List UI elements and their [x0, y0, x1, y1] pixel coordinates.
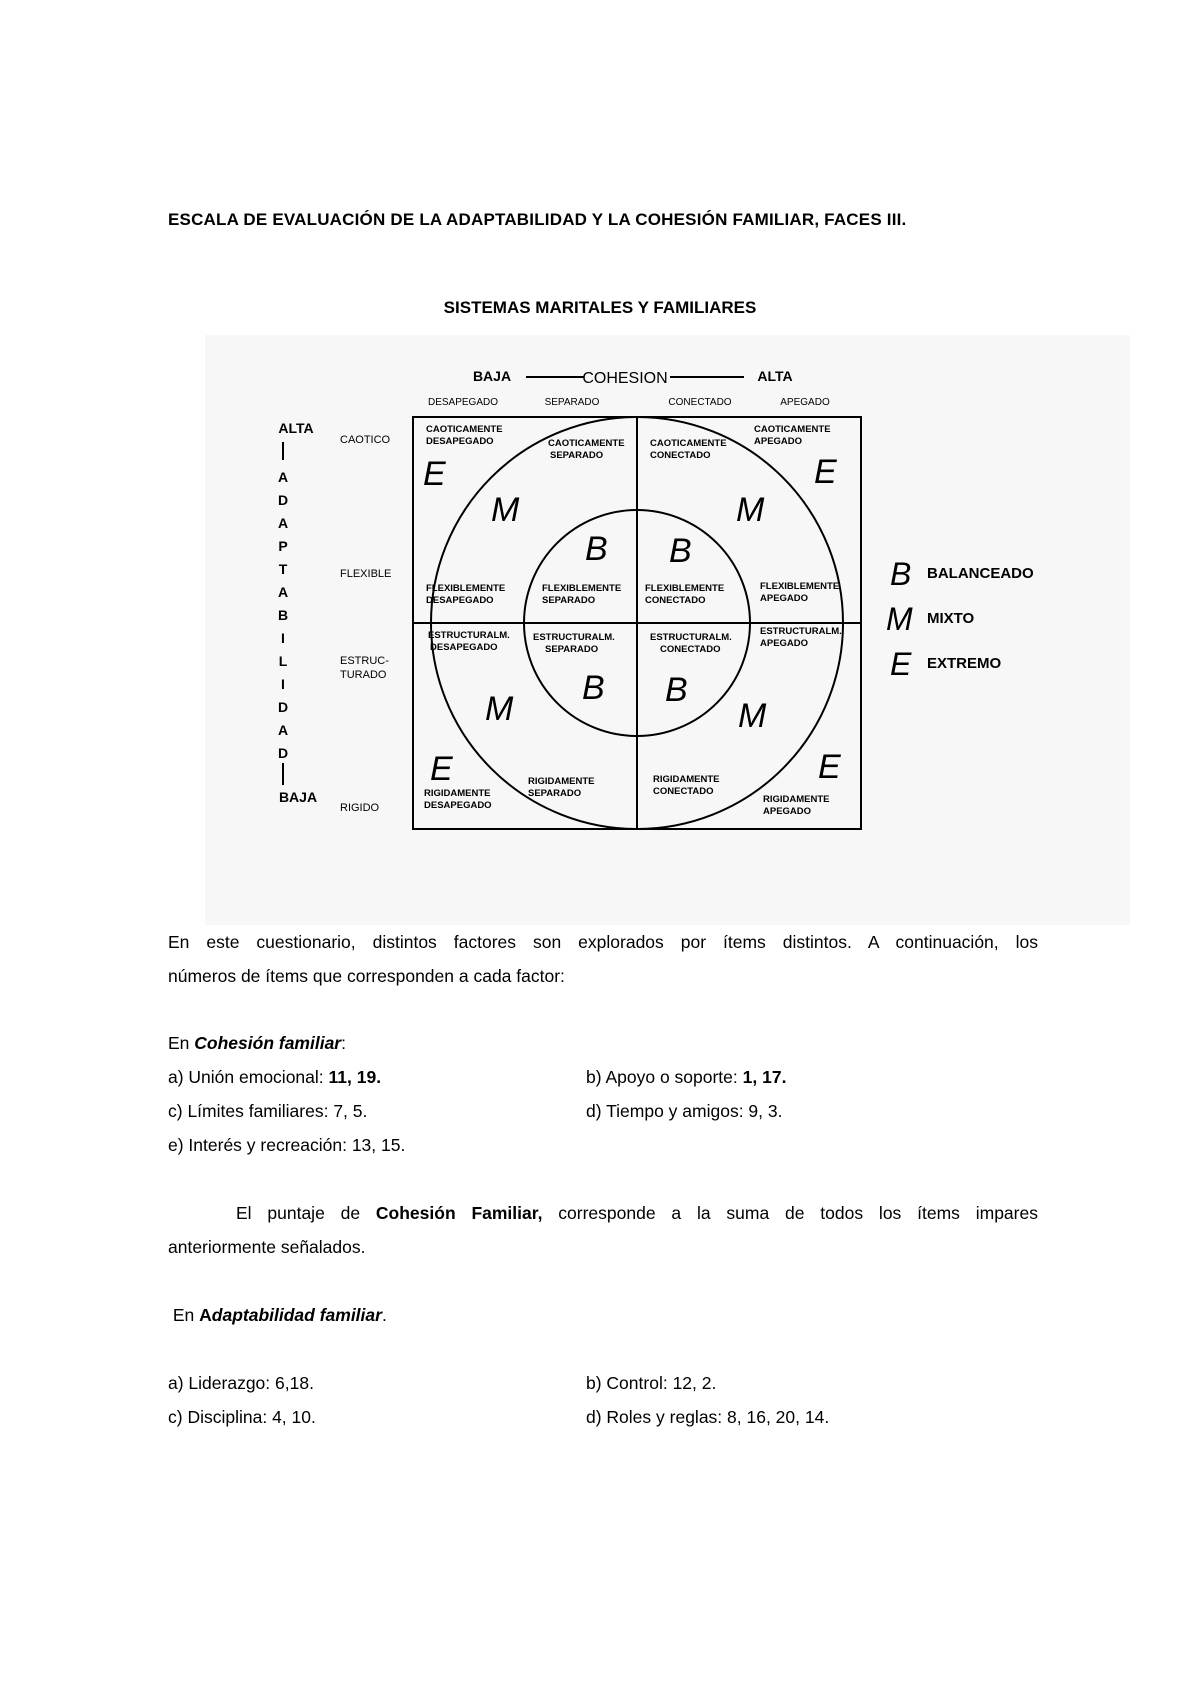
letter-e-extreme: E: [818, 748, 841, 786]
letter-m-mixed: M: [736, 491, 765, 529]
score-term: Cohesión Familiar,: [375, 1203, 543, 1223]
adapt-items-row-1: [168, 1366, 1068, 1400]
item-label: b) Apoyo o soporte:: [586, 1067, 743, 1087]
adapt-letter: L: [278, 653, 288, 669]
adapt-items-row-2: [168, 1400, 1068, 1434]
cell-label: ESTRUCTURALM.: [428, 630, 510, 641]
cell-label: RIGIDAMENTE: [424, 788, 491, 799]
cell-label: SEPARADO: [542, 595, 596, 606]
adapt-letter: A: [277, 584, 289, 600]
cohesion-level-desapegado: DESAPEGADO: [427, 397, 499, 408]
score-paragraph-line1: [168, 1196, 1038, 1230]
cell-label: SEPARADO: [528, 788, 582, 799]
cell-label: ESTRUCTURALM.: [760, 626, 842, 637]
item-numbers: 4, 10.: [272, 1407, 316, 1427]
adapt-letter: A: [277, 722, 289, 738]
list-item: [586, 1060, 786, 1094]
cell-label: RIGIDAMENTE: [763, 794, 830, 805]
legend-letter: M: [886, 601, 913, 637]
adapt-heading-term: daptabilidad familiar: [211, 1305, 382, 1325]
adapt-heading-initial: A: [199, 1305, 212, 1325]
list-item: [586, 1366, 716, 1400]
item-numbers: 9, 3.: [748, 1101, 783, 1121]
cohesion-level-conectado: CONECTADO: [668, 397, 732, 408]
cell-label: SEPARADO: [550, 450, 604, 461]
item-numbers: 8, 16, 20, 14.: [727, 1407, 830, 1427]
adapt-letter: T: [278, 561, 288, 577]
list-item: [586, 1400, 829, 1434]
letter-e-extreme: E: [814, 453, 837, 491]
cell-label: DESAPEGADO: [426, 436, 494, 447]
cohesion-axis-label: COHESION: [582, 370, 668, 387]
letter-b-balanced: B: [585, 530, 608, 568]
cell-label: APEGADO: [763, 806, 812, 817]
cell-label: CONECTADO: [650, 450, 711, 461]
letter-m-mixed: M: [491, 491, 520, 529]
adapt-letter: D: [277, 492, 289, 508]
list-item: [168, 1094, 367, 1128]
cell-label: DESAPEGADO: [430, 642, 498, 653]
letter-m-mixed: M: [485, 690, 514, 728]
cohesion-items-row-3: [168, 1128, 1068, 1162]
diagram-legend: [886, 556, 1034, 682]
letter-b-balanced: B: [669, 532, 692, 570]
cohesion-heading-prefix: En: [168, 1033, 195, 1053]
legend-letter: B: [890, 556, 912, 592]
adapt-letter: I: [281, 676, 285, 692]
cell-label: ESTRUCTURALM.: [533, 632, 615, 643]
legend-letter: E: [890, 646, 912, 682]
letter-b-balanced: B: [665, 671, 688, 709]
cohesion-heading-suffix: :: [341, 1033, 346, 1053]
item-label: e) Interés y recreación:: [168, 1135, 352, 1155]
item-label: a) Liderazgo:: [168, 1373, 276, 1393]
cell-label: CONECTADO: [660, 644, 721, 655]
adapt-high-label: ALTA: [278, 420, 314, 436]
cell-label: SEPARADO: [545, 644, 599, 655]
item-label: c) Límites familiares:: [168, 1101, 334, 1121]
adapt-heading: [168, 1298, 1038, 1332]
cell-label: APEGADO: [754, 436, 803, 447]
cell-label: CONECTADO: [653, 786, 714, 797]
cell-label: FLEXIBLEMENTE: [645, 583, 725, 594]
letter-e-extreme: E: [430, 750, 453, 788]
adapt-letter: P: [278, 538, 288, 554]
adapt-axis-letters: [278, 469, 288, 761]
cell-label: DESAPEGADO: [424, 800, 492, 811]
item-label: d) Tiempo y amigos:: [586, 1101, 749, 1121]
cohesion-items-row-1: [168, 1060, 1068, 1094]
cell-label: CAOTICAMENTE: [426, 424, 503, 435]
document-title: ESCALA DE EVALUACIÓN DE LA ADAPTABILIDAD Y LA COHESIÓN FAMILIAR, FACES III.: [168, 210, 907, 229]
cell-label: CAOTICAMENTE: [548, 438, 625, 449]
score-text: El puntaje de: [236, 1203, 376, 1223]
adapt-level-rigido: RIGIDO: [340, 802, 380, 814]
cell-label: RIGIDAMENTE: [653, 774, 720, 785]
adapt-letter: I: [281, 630, 285, 646]
adapt-low-label: BAJA: [278, 789, 318, 805]
legend-label: MIXTO: [927, 610, 975, 627]
intro-paragraph-line1: En este cuestionario, distintos factores son explorados por ítems distintos. A continuación, los: [168, 932, 1038, 952]
adapt-level-estructurado-2: TURADO: [340, 669, 387, 681]
adapt-heading-suffix: .: [381, 1305, 387, 1325]
item-label: c) Disciplina:: [168, 1407, 273, 1427]
item-label: b) Control:: [586, 1373, 673, 1393]
item-numbers: 6,18.: [275, 1373, 314, 1393]
adapt-letter: D: [277, 699, 289, 715]
adapt-letter: A: [277, 515, 289, 531]
cell-label: DESAPEGADO: [426, 595, 494, 606]
region-letters: [423, 453, 841, 788]
cohesion-level-apegado: APEGADO: [780, 397, 830, 408]
list-item: [168, 1400, 316, 1434]
cell-label: CAOTICAMENTE: [650, 438, 727, 449]
list-item: [168, 1060, 381, 1094]
adapt-level-flexible: FLEXIBLE: [340, 568, 392, 580]
adapt-heading-prefix: En: [168, 1305, 200, 1325]
cohesion-high-label: ALTA: [757, 368, 793, 384]
cohesion-items-row-2: [168, 1094, 1068, 1128]
item-numbers: 11, 19.: [328, 1067, 382, 1087]
cell-label: FLEXIBLEMENTE: [426, 583, 506, 594]
cell-label: CONECTADO: [645, 595, 706, 606]
cell-label: FLEXIBLEMENTE: [760, 581, 840, 592]
score-text: corresponde a la suma de todos los ítems impares: [542, 1203, 1038, 1223]
letter-e-extreme: E: [423, 455, 446, 493]
cohesion-low-label: BAJA: [472, 368, 512, 384]
list-item: [586, 1094, 782, 1128]
item-numbers: 13, 15.: [351, 1135, 406, 1155]
cell-label: RIGIDAMENTE: [528, 776, 595, 787]
adapt-letter: D: [277, 745, 289, 761]
legend-label: BALANCEADO: [927, 565, 1034, 582]
intro-paragraph-line2: números de ítems que corresponden a cada factor:: [168, 966, 565, 986]
cell-label: APEGADO: [760, 638, 809, 649]
cohesion-level-separado: SEPARADO: [544, 397, 600, 408]
cohesion-heading: [168, 1026, 1038, 1060]
cell-label: APEGADO: [760, 593, 809, 604]
cell-label: ESTRUCTURALM.: [650, 632, 732, 643]
legend-label: EXTREMO: [927, 655, 1002, 672]
cell-label: FLEXIBLEMENTE: [542, 583, 622, 594]
section-subtitle: SISTEMAS MARITALES Y FAMILIARES: [443, 298, 757, 317]
item-numbers: 12, 2.: [672, 1373, 717, 1393]
item-label: d) Roles y reglas:: [586, 1407, 728, 1427]
adapt-letter: B: [277, 607, 289, 623]
letter-m-mixed: M: [738, 697, 767, 735]
adapt-level-estructurado: ESTRUC-: [340, 655, 389, 667]
cell-label: CAOTICAMENTE: [754, 424, 831, 435]
adapt-letter: A: [277, 469, 289, 485]
adapt-level-caotico: CAOTICO: [340, 434, 391, 446]
letter-b-balanced: B: [582, 669, 605, 707]
list-item: [168, 1128, 405, 1162]
item-label: a) Unión emocional:: [168, 1067, 329, 1087]
item-numbers: 1, 17.: [742, 1067, 787, 1087]
cohesion-heading-term: Cohesión familiar: [194, 1033, 342, 1053]
list-item: [168, 1366, 314, 1400]
score-paragraph-line2: anteriormente señalados.: [168, 1237, 366, 1257]
item-numbers: 7, 5.: [333, 1101, 368, 1121]
